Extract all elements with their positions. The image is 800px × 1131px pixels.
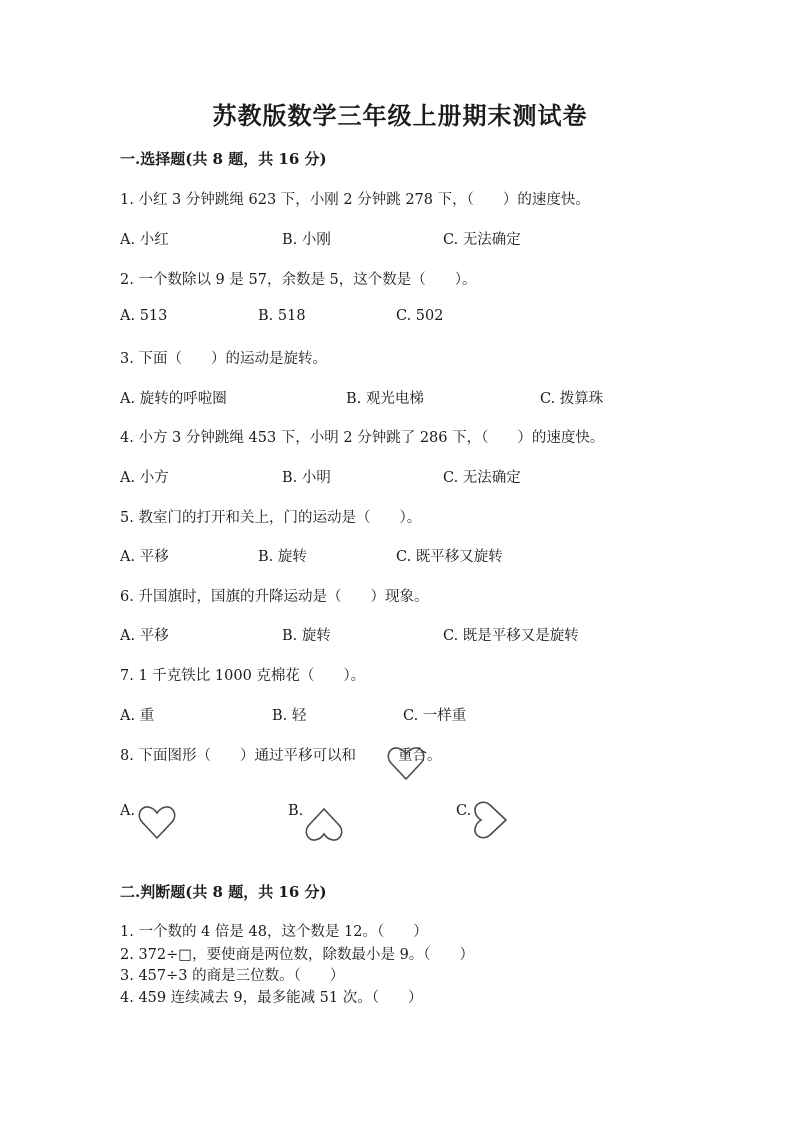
q1-option-b: B. 小刚 bbox=[282, 232, 331, 248]
section-heading-judgement: 二.判断题(共 8 题，共 16 分) bbox=[120, 883, 327, 901]
q3-option-c: C. 拨算珠 bbox=[540, 391, 604, 407]
q6-option-b: B. 旋转 bbox=[282, 628, 331, 644]
judgement-2: 2. 372÷□，要使商是两位数，除数最小是 9。（ ） bbox=[120, 947, 475, 963]
q7-option-b: B. 轻 bbox=[272, 708, 307, 724]
question-3: 3. 下面（ ）的运动是旋转。 bbox=[120, 351, 327, 367]
question-1: 1. 小红 3 分钟跳绳 623 下，小刚 2 分钟跳 278 下，（ ）的速度快。 bbox=[120, 192, 590, 208]
question-6: 6. 升国旗时，国旗的升降运动是（ ）现象。 bbox=[120, 589, 429, 605]
q1-option-a: A. 小红 bbox=[120, 232, 169, 248]
q6-option-a: A. 平移 bbox=[120, 628, 169, 644]
heart-icon bbox=[386, 746, 426, 782]
question-8-text-after: 重合。 bbox=[397, 748, 442, 764]
q5-option-c: C. 既平移又旋转 bbox=[396, 549, 503, 565]
section-heading-choice: 一.选择题(共 8 题，共 16 分) bbox=[120, 150, 327, 168]
q3-option-a: A. 旋转的呼啦圈 bbox=[120, 391, 227, 407]
q2-option-b: B. 518 bbox=[258, 308, 306, 324]
q5-option-a: A. 平移 bbox=[120, 549, 169, 565]
heart-icon bbox=[137, 805, 177, 841]
q7-option-a: A. 重 bbox=[120, 708, 155, 724]
q3-option-b: B. 观光电梯 bbox=[346, 391, 424, 407]
q4-option-c: C. 无法确定 bbox=[443, 470, 521, 486]
q2-option-c: C. 502 bbox=[396, 308, 444, 324]
question-7: 7. 1 千克铁比 1000 克棉花（ ）。 bbox=[120, 668, 366, 684]
q8-option-b: B. bbox=[288, 803, 304, 819]
q4-option-a: A. 小方 bbox=[120, 470, 169, 486]
judgement-1: 1. 一个数的 4 倍是 48，这个数是 12。（ ） bbox=[120, 924, 428, 940]
q8-option-a: A. bbox=[120, 803, 136, 819]
question-2: 2. 一个数除以 9 是 57，余数是 5，这个数是（ ）。 bbox=[120, 272, 477, 288]
q8-option-c: C. bbox=[456, 803, 472, 819]
q4-option-b: B. 小明 bbox=[282, 470, 331, 486]
judgement-4: 4. 459 连续减去 9，最多能减 51 次。（ ） bbox=[120, 990, 423, 1006]
page-title: 苏教版数学三年级上册期末测试卷 bbox=[212, 101, 588, 130]
question-8-text-before: 8. 下面图形（ ）通过平移可以和 bbox=[120, 748, 356, 764]
judgement-3: 3. 457÷3 的商是三位数。（ ） bbox=[120, 968, 345, 984]
q2-option-a: A. 513 bbox=[120, 308, 168, 324]
q5-option-b: B. 旋转 bbox=[258, 549, 307, 565]
heart-rotated-icon bbox=[471, 800, 511, 840]
question-4: 4. 小方 3 分钟跳绳 453 下，小明 2 分钟跳了 286 下，（ ）的速度快。 bbox=[120, 430, 605, 446]
q1-option-c: C. 无法确定 bbox=[443, 232, 521, 248]
heart-upside-down-icon bbox=[304, 806, 344, 842]
question-5: 5. 教室门的打开和关上，门的运动是（ ）。 bbox=[120, 510, 422, 526]
q6-option-c: C. 既是平移又是旋转 bbox=[443, 628, 579, 644]
q7-option-c: C. 一样重 bbox=[403, 708, 467, 724]
